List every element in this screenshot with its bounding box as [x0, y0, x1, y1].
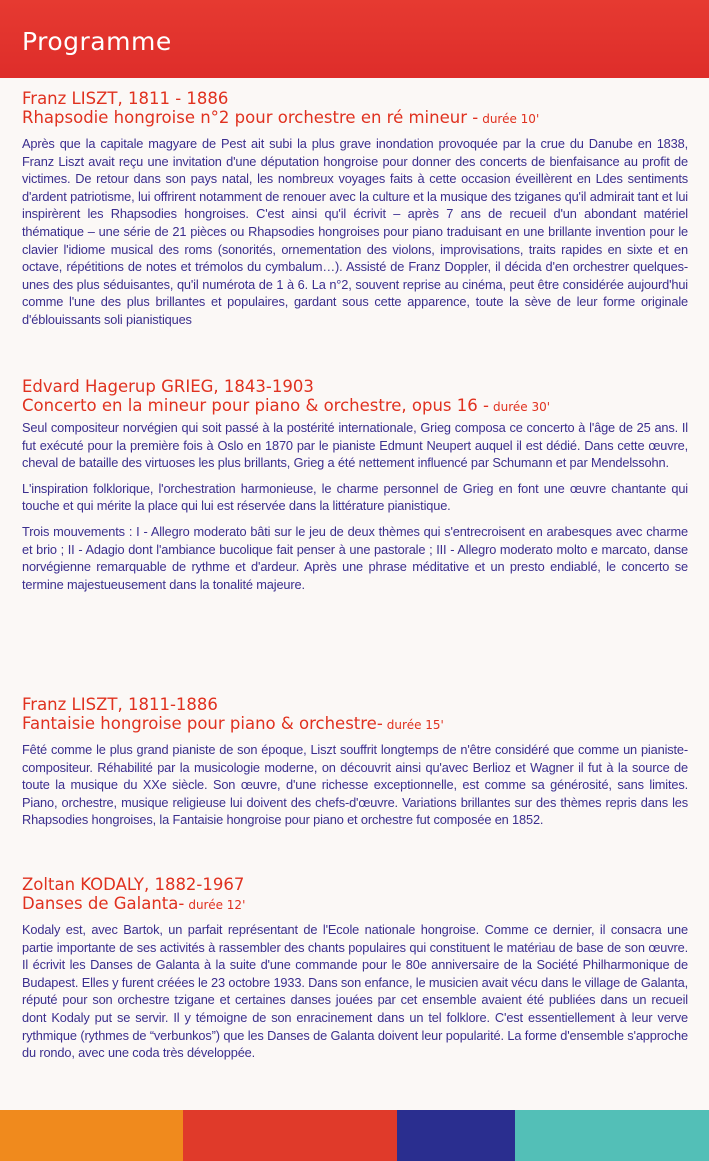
footer-color-stripes [0, 1110, 709, 1161]
work-duration: durée 15' [386, 718, 444, 732]
composer-heading: Franz LISZT, 1811 - 1886 [22, 89, 229, 108]
section-paragraph: L'inspiration folklorique, l'orchestration harmonieuse, le charme personnel de Grieg en font une œuvre chantante qui touche et qui mérite la place qui lui est réservée dans la littérature pianistique. [22, 480, 688, 514]
work-title-text: Danses de Galanta- [22, 894, 185, 913]
programme-section-liszt-fantaisie [22, 696, 688, 876]
header-banner [0, 0, 709, 78]
work-title [22, 108, 688, 129]
programme-section-liszt-rhapsodie [22, 90, 688, 378]
work-title-text: Concerto en la mineur pour piano & orchestre, opus 16 - [22, 396, 489, 415]
section-paragraph: Fêté comme le plus grand pianiste de son époque, Liszt souffrit longtemps de n'être considéré que comme un pianiste-compositeur. Réhabilité par la musicologie moderne, on découvrit ainsi qu'avec Berlioz et Wagner il fut à la source de toute la musique du XXe siècle. Son œuvre, d'une richesse exceptionnelle, est comme sa générosité, sans limites. Piano, orchestre, musique religieuse lui doivent des chefs-d'œuvre. Variations brillantes sur des thèmes repris dans les Rhapsodies hongroises, la Fantaisie hongroise pour piano et orchestre fut composée en 1852. [22, 742, 688, 828]
composer-heading: Franz LISZT, 1811-1886 [22, 695, 218, 714]
work-title-text: Fantaisie hongroise pour piano & orchestre- [22, 714, 383, 733]
page-title: Programme [22, 27, 172, 56]
section-paragraph: Après que la capitale magyare de Pest ait subi la plus grave inondation provoquée par la crue du Danube en 1838, Franz Liszt avait reçu une invitation d'une députation hongroise pour donner des concerts de bienfaisance au profit de victimes. De retour dans son pays natal, les nombreux voyages faits à cette occasion éveillèrent en Ldes sentiments d'ardent patriotisme, lui offrirent notamment de renouer avec la culture et la musique des tziganes qu'il admirait tant et lui inspirèrent les Rhapsodies hongroises. C'est ainsi qu'il écrivit – après 7 ans de recueil d'un abondant matériel thématique – une série de 21 pièces ou Rhapsodies hongroises pour piano traduisant en une brillante invention pour le clavier l'idiome musical des roms (sonorités, ornementation des violons, improvisations, traits rapides en sixte et en octave, répétitions de notes et trémolos du cymbalum…). Assisté de Franz Doppler, il décida d'en orchestrer quelques-unes des plus séduisantes, qu'il numérota de 1 à 6. La n°2, souvent reprise au cinéma, peut être considérée aujourd'hui comme l'une des plus brillantes et populaires, gardant sous cette apparence, toute la sève de leur forme originale d'éblouissants soli pianistiques [22, 136, 688, 327]
work-title-text: Rhapsodie hongroise n°2 pour orchestre en ré mineur - [22, 108, 479, 127]
section-paragraph: Seul compositeur norvégien qui soit passé à la postérité internationale, Grieg composa ce concerto à l'âge de 25 ans. Il fut exécuté pour la première fois à Oslo en 1870 par le pianiste Edmunt Neupert auquel il est dédié. Dans cette œuvre, cheval de bataille des virtuoses les plus brillants, Grieg a été nettement influencé par Schumann et par Mendelssohn. [22, 420, 688, 471]
stripe-orange [0, 1110, 183, 1161]
section-paragraph: Kodaly est, avec Bartok, un parfait représentant de l'Ecole nationale hongroise. Comme ce dernier, il consacra une partie importante de ses activités à rassembler des chants populaires qui constituent le matériau de base de son œuvre. Il écrivit les Danses de Galanta à la suite d'une commande pour le 80e anniversaire de la Société Philharmonique de Budapest. Elles y furent créées le 23 octobre 1933. Dans son enfance, le musicien avait vécu dans le village de Galanta, réputé pour son orchestre tzigane et certaines danses jouées par cet ensemble avaient été publiées dans un recueil dont Kodaly put se servir. Il y témoigne de son enracinement dans un tel folklore. C'est essentiellement à leur verve rythmique (rythmes de “verbunkos”) que les Danses de Galanta doivent leur popularité. La forme d'ensemble s'approche du rondo, avec une coda très développée. [22, 922, 688, 1061]
work-title [22, 714, 688, 735]
stripe-teal [515, 1110, 709, 1161]
section-paragraph: Trois mouvements : I - Allegro moderato bâti sur le jeu de deux thèmes qui s'entrecroisent en arabesques avec charme et brio ; II - Adagio dont l'ambiance bucolique fait penser à une pastorale ; III - Allegro moderato molto e marcato, danse norvégienne remarquable de rythme et d'ardeur. Après une phrase méditative et un presto endiablé, le concerto se termine majestueusement dans la tonalité majeure. [22, 523, 688, 592]
stripe-red [183, 1110, 397, 1161]
work-title [22, 396, 688, 417]
stripe-navy [397, 1110, 515, 1161]
programme-section-kodaly-galanta [22, 876, 688, 1062]
work-duration: durée 10' [482, 112, 540, 126]
programme-content [22, 90, 688, 1062]
work-duration: durée 12' [188, 898, 246, 912]
work-duration: durée 30' [492, 400, 551, 414]
composer-heading: Zoltan KODALY, 1882-1967 [22, 875, 245, 894]
work-title [22, 894, 688, 915]
composer-heading: Edvard Hagerup GRIEG, 1843-1903 [22, 377, 314, 396]
programme-section-grieg-concerto [22, 378, 688, 696]
